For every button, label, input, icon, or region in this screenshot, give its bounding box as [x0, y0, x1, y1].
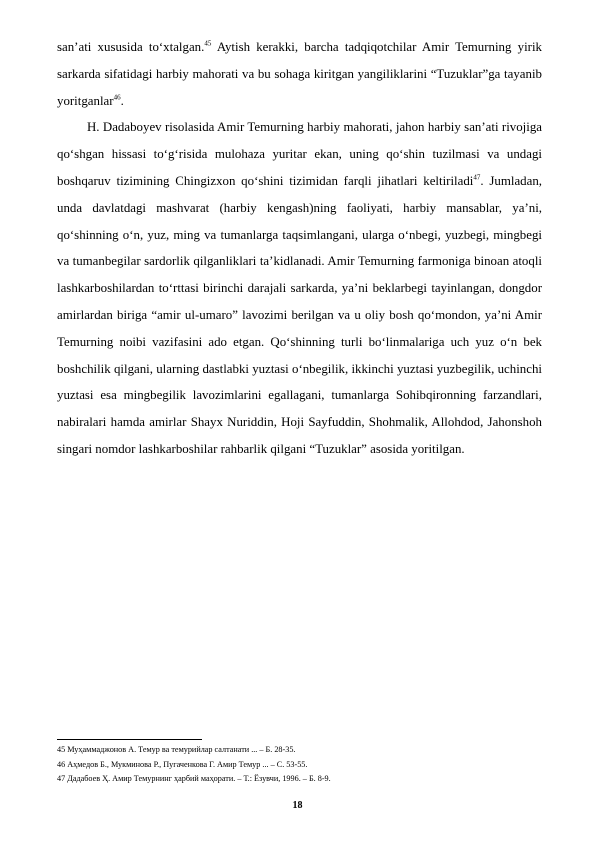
footnote-separator [57, 739, 202, 740]
footnote-45: 45 Муҳаммаджонов А. Темур ва темурийлар салтанати ... – Б. 28-35. [57, 745, 296, 754]
paragraph-2-text-a: H. Dadaboyev risolasida Amir Temurning harbiy mahorati, jahon harbiy san’ati rivojiga qo‘shgan hissasi to‘g‘risida mulohaza yuritar ekan, uning qo‘shin tuzilmasi va undagi boshqaruv tizimining Chingizxon qo‘shini tizimidan farqli jihatlari keltiriladi [57, 120, 542, 188]
paragraph-1 [57, 34, 542, 114]
footnote-ref-47[interactable]: 47 [473, 173, 481, 182]
paragraph-1-text-b: Aytish kerakki, barcha tadqiqotchilar Amir Temurning yirik sarkarda sifatidagi harbiy mahorati va bu sohaga kiritgan yangiliklarini “Tuzuklar”ga tayanib yoritganlar [57, 40, 542, 108]
paragraph-2-text-b: . Jumladan, unda davlatdagi mashvarat (harbiy kengash)ning faoliyati, harbiy mansablar, ya’ni, qo‘shinning o‘n, yuz, ming va tumanlarga taqsimlangani, ularga o‘nbegi, yuzbegi, mingbegi va tumanbegilar sardorlik qilganliklari ta’kidlanadi. Amir Temurning farmoniga binoan atoqli lashkarboshilardan to‘rttasi birinchi darajali sarkarda, ya’ni beklarbegi tayinlangan, dongdor amirlardan biriga “amir ul-umaro” lavozimi berilgan va u oliy bosh qo‘mondon, ya’ni Amir Temurning noibi vazifasini ado etgan. Qo‘shinning turli bo‘linmalariga uch yuz o‘n bek boshchilik qilgani, ularning dastlabki yuztasi o‘nbegilik, ikkinchi yuztasi yuzbegilik, uchinchi yuztasi esa mingbegilik lavozimlarini egallagani, tumanlarga Sohibqironning farzandlari, nabiralari hamda amirlar Shayx Nuriddin, Hoji Sayfuddin, Shohmalik, Allohdod, Jahonshoh singari nomdor lashkarboshilar rahbarlik qilgani “Tuzuklar” asosida yoritilgan. [57, 173, 543, 456]
footnote-ref-45[interactable]: 45 [204, 39, 212, 48]
footnotes [57, 743, 542, 787]
main-text [57, 34, 542, 463]
paragraph-1-text-c: . [120, 93, 124, 108]
page-number: 18 [292, 800, 303, 811]
paragraph-2 [57, 114, 542, 462]
footnote-46: 46 Аҳмедов Б., Мукминова Р., Пугаченкова Г. Амир Темур ... – С. 53-55. [57, 759, 308, 769]
footnote-ref-46[interactable]: 46 [113, 93, 121, 102]
footnote-47: 47 Дадабоев Ҳ. Амир Темурнинг ҳарбий маҳорати. – Т.: Ёзувчи, 1996. – Б. 8-9. [57, 774, 331, 784]
paragraph-1-text-a: san’ati xususida to‘xtalgan. [57, 40, 205, 54]
